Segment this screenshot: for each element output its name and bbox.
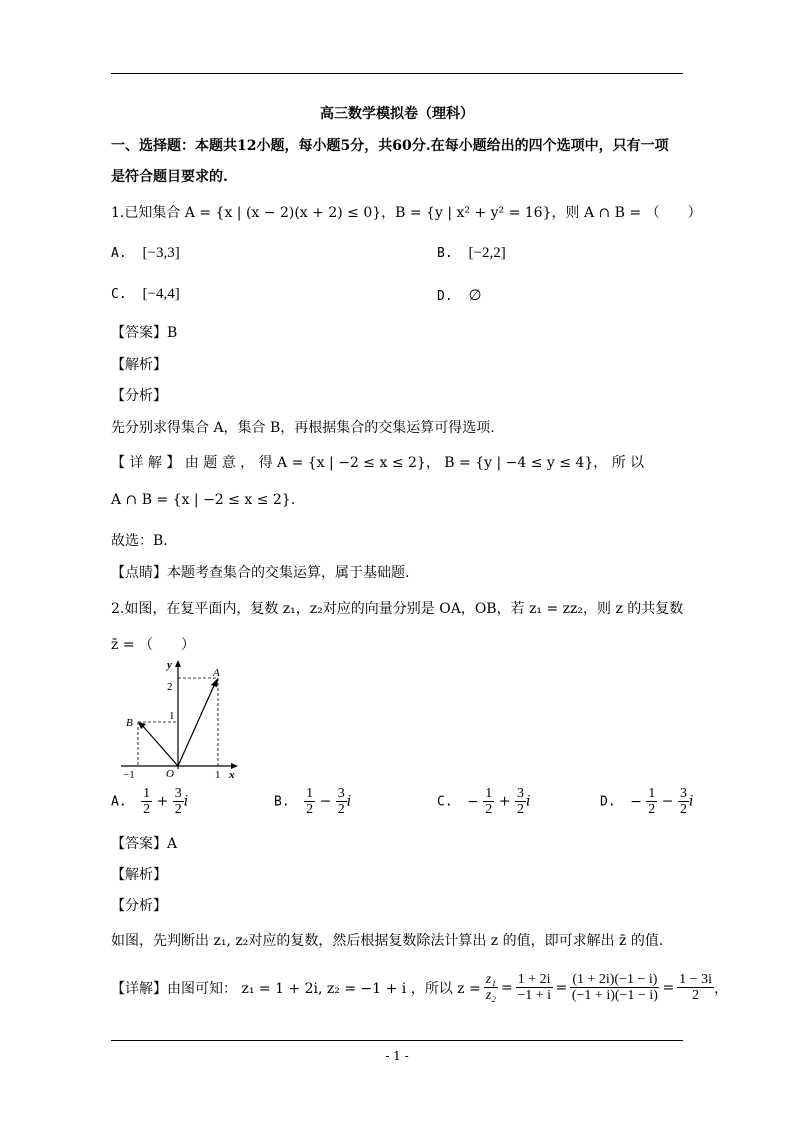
frac-denominator: (−1 + i)(−1 − i) (571, 988, 658, 1003)
page-number: - 1 - (385, 1049, 409, 1063)
frac-numerator: 3 (516, 786, 524, 801)
q2-detail-frac1 (484, 972, 498, 1003)
frac-numerator: 1 (485, 786, 493, 801)
q1-option-c-value: [−4,4] (142, 286, 180, 302)
q2-option-a-label: A. (111, 794, 127, 810)
point-a-label: A (213, 667, 220, 679)
section-heading-line1: 一、选择题：本题共12小题，每小题5分，共60分.在每小题给出的四个选项中，只有一项 (111, 138, 669, 154)
frac-denominator: −1 + i (517, 988, 552, 1003)
frac-denominator: 2 (679, 802, 687, 817)
q1-option-b-value: [−2,2] (468, 245, 506, 261)
q1-option-b-label: B. (437, 246, 453, 261)
q2-detail-frac2 (516, 972, 553, 1003)
q2-jiexi: 【解析】 (111, 867, 167, 883)
q2-detail-eq2: = (555, 979, 568, 996)
q2-option-a-frac2 (173, 786, 184, 817)
q2-option-b-unit: i (346, 793, 352, 810)
frac-numerator: 1 (648, 786, 656, 801)
q1-stem: 1.已知集合 A = {x | (x − 2)(x + 2) ≤ 0}，B = {y | x² + y² = 16}，则 A ∩ B = （ ） (111, 205, 702, 221)
x-axis-label: x (229, 769, 235, 780)
q2-option-b-frac2 (336, 786, 347, 817)
q1-option-a-value: [−3,3] (142, 245, 180, 261)
frac-numerator: 3 (174, 786, 182, 801)
q1-choose: 故选：B. (111, 533, 168, 549)
q2-detail-end: ， (713, 980, 728, 997)
q1-option-d (437, 286, 482, 305)
frac-denominator: 2 (337, 802, 345, 817)
frac-numerator: 3 (679, 786, 687, 801)
q2-option-c-frac2 (515, 786, 526, 817)
q1-option-c-label: C. (111, 287, 127, 302)
frac-denominator: 2 (692, 988, 700, 1003)
frac-denominator: 2 (516, 802, 524, 817)
tick-x-neg1: −1 (123, 769, 135, 780)
q2-detail-eq1: = (501, 979, 513, 996)
q2-option-a (111, 786, 188, 817)
q2-option-d-label: D. (600, 794, 616, 810)
frac-numerator: 1 + 2i (517, 972, 551, 987)
frac-numerator: 1 (306, 786, 314, 801)
q2-option-c-sign: − (467, 793, 479, 810)
tick-x-1: 1 (215, 769, 221, 780)
frac-numerator: 1 (143, 786, 151, 801)
q2-detail-frac3 (570, 972, 659, 1003)
page-title: 高三数学模拟卷（理科） (320, 106, 474, 122)
q1-option-b (437, 245, 506, 262)
q2-detail-eq3: = (662, 979, 675, 996)
q2-option-c-unit: i (525, 793, 531, 810)
q1-option-d-label: D. (437, 289, 453, 304)
q2-option-c-frac1 (483, 786, 494, 817)
q1-detail-line2: A ∩ B = {x | −2 ≤ x ≤ 2}. (111, 492, 296, 508)
frac-denominator: 2 (174, 802, 182, 817)
q2-fenxi: 【分析】 (111, 898, 167, 914)
q2-option-a-unit: i (183, 793, 189, 810)
q1-fenxi-text: 先分别求得集合 A，集合 B，再根据集合的交集运算可得选项. (111, 420, 495, 436)
q1-option-a (111, 245, 180, 262)
complex-plane-figure (111, 656, 246, 780)
q2-option-c (437, 786, 530, 817)
frac-numerator: 1 − 3i (679, 972, 712, 987)
frac-denominator: 2 (648, 802, 656, 817)
y-axis-arrow (175, 660, 181, 667)
origin-label: O (166, 768, 174, 780)
point-b-label: B (126, 717, 133, 729)
q1-jiexi: 【解析】 (111, 357, 167, 373)
q2-option-b (274, 786, 351, 817)
q2-option-d-frac1 (646, 786, 657, 817)
q2-detail-prefix: 【详解】由图可知： z₁ = 1 + 2i, z₂ = −1 + i ，所以 z = (111, 980, 481, 997)
frac-numerator: (1 + 2i)(−1 − i) (572, 972, 658, 987)
q2-detail (111, 972, 728, 1003)
q2-option-d-frac2 (678, 786, 689, 817)
q1-option-a-label: A. (111, 246, 127, 261)
q2-option-d-op: − (661, 793, 674, 810)
vector-oa-arrow (211, 678, 218, 687)
q2-detail-frac4 (677, 972, 714, 1003)
frac-numerator: z₁ (485, 972, 497, 987)
q2-option-b-frac1 (304, 786, 315, 817)
q1-answer: 【答案】B (111, 325, 178, 341)
frac-numerator: 3 (337, 786, 345, 801)
q2-option-a-frac1 (141, 786, 152, 817)
y-axis-label: y (167, 659, 172, 671)
tick-y-1: 1 (169, 710, 175, 722)
q2-option-d-sign: − (630, 793, 642, 810)
header-rule (111, 73, 683, 74)
tick-y-2: 2 (167, 681, 173, 693)
q2-fenxi-text: 如图，先判断出 z₁, z₂对应的复数，然后根据复数除法计算出 z 的值，即可求解出 z̄ 的值. (111, 933, 664, 949)
frac-denominator: 2 (485, 802, 493, 817)
q2-answer: 【答案】A (111, 836, 178, 852)
q2-option-c-op: + (498, 793, 511, 810)
q2-option-c-label: C. (437, 794, 453, 810)
q2-option-d (600, 786, 693, 817)
q1-option-c (111, 286, 180, 303)
q2-option-a-op: + (156, 793, 169, 810)
footer-rule (111, 1040, 683, 1041)
q2-option-b-label: B. (274, 794, 290, 810)
q1-option-d-value: ∅ (468, 288, 482, 304)
frac-denominator: z₂ (485, 988, 497, 1003)
q2-stem-line2: z̄ = （ ） (111, 637, 196, 653)
q1-detail-line1: 【 详 解 】 由 题 意 ， 得 A = {x | −2 ≤ x ≤ 2}， B = {y | −4 ≤ y ≤ 4}， 所 以 (111, 455, 645, 471)
q1-dianjing: 【点睛】本题考查集合的交集运算，属于基础题. (111, 565, 410, 581)
q2-stem-line1: 2.如图，在复平面内，复数 z₁，z₂对应的向量分别是 OA，OB，若 z₁ = zz₂，则 z 的共复数 (111, 601, 684, 617)
q2-option-d-unit: i (688, 793, 694, 810)
q1-fenxi: 【分析】 (111, 388, 167, 404)
vector-ob (141, 724, 178, 766)
q2-option-b-op: − (319, 793, 332, 810)
frac-denominator: 2 (306, 802, 314, 817)
section-heading-line2: 是符合题目要求的. (111, 169, 228, 185)
frac-denominator: 2 (143, 802, 151, 817)
vector-oa (178, 681, 216, 766)
